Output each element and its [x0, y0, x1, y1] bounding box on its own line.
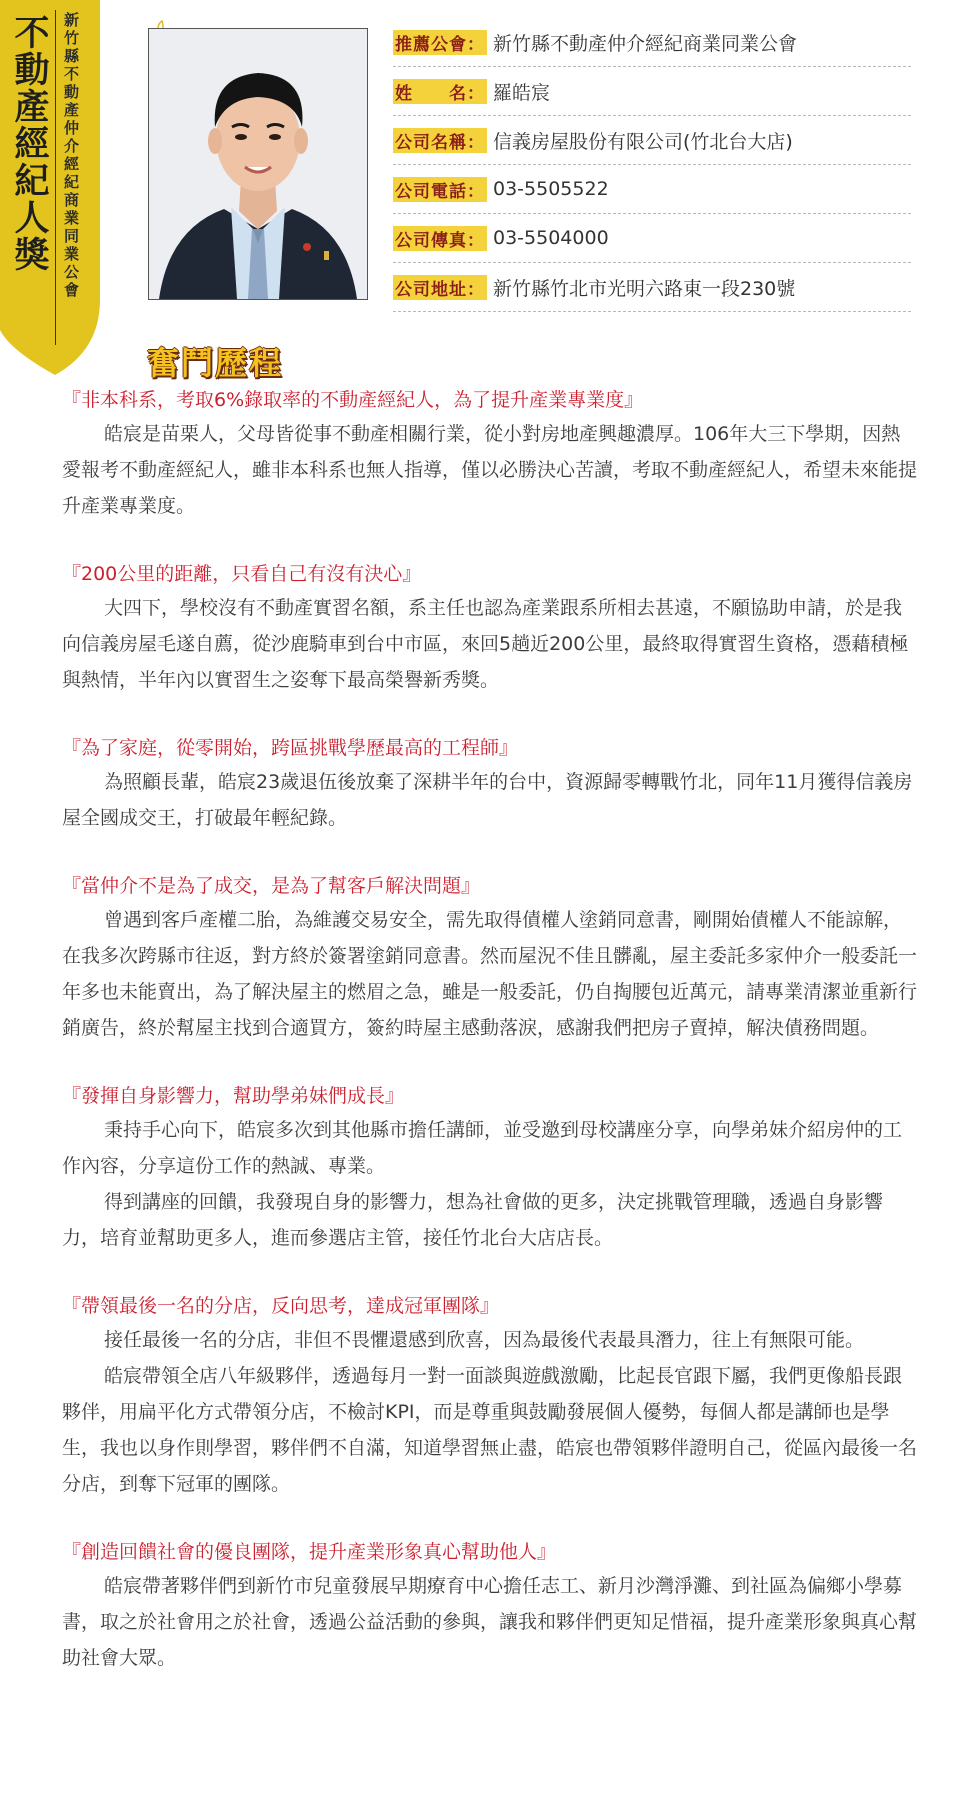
- info-row-phone: [393, 165, 911, 214]
- paragraph: 為照顧長輩，皓宸23歲退伍後放棄了深耕半年的台中，資源歸零轉戰竹北，同年11月獲得信義房屋全國成交王，打破最年輕紀錄。: [62, 771, 913, 829]
- section-title: 『為了家庭，從零開始，跨區挑戰學歷最高的工程師』: [62, 737, 519, 759]
- info-row-fax: [393, 214, 911, 263]
- story-section: [62, 1082, 918, 1256]
- info-label: 推薦公會：: [393, 30, 487, 55]
- profile-info-list: [393, 18, 911, 312]
- info-row-name: [393, 67, 911, 116]
- info-value: 新竹縣竹北市光明六路東一段230號: [493, 277, 796, 300]
- paragraph: 曾遇到客戶產權二胎，為維護交易安全，需先取得債權人塗銷同意書，剛開始債權人不能諒解，在我多次跨縣市往返，對方終於簽署塗銷同意書。然而屋況不佳且髒亂，屋主委託多家仲介一般委託一年多也未能賣出，為了解決屋主的燃眉之急，雖是一般委託，仍自掏腰包近萬元，請專業清潔並重新行銷廣告，終於幫屋主找到合適買方，簽約時屋主感動落淚，感謝我們把房子賣掉，解決債務問題。: [62, 909, 918, 1039]
- association-vertical: 新竹縣不動產仲介經紀商業同業公會: [62, 12, 80, 300]
- section-title: 『200公里的距離，只看自己有沒有決心』: [62, 563, 422, 585]
- info-value: 信義房屋股份有限公司(竹北台大店): [493, 130, 793, 153]
- section-title: 『創造回饋社會的優良團隊，提升產業形象真心幫助他人』: [62, 1541, 557, 1563]
- struggle-article: [62, 386, 918, 1712]
- award-ribbon: [0, 0, 100, 378]
- profile-photo: [148, 28, 368, 300]
- story-section: [62, 386, 918, 524]
- section-title: 『當仲介不是為了成交，是為了幫客戶解決問題』: [62, 875, 481, 897]
- paragraph: 秉持手心向下，皓宸多次到其他縣市擔任講師，並受邀到母校講座分享，向學弟妹介紹房仲的工作內容，分享這份工作的熱誠、專業。: [62, 1119, 903, 1177]
- story-section: [62, 1538, 918, 1676]
- info-label: 公司地址：: [393, 275, 487, 300]
- paragraph: 接任最後一名的分店，非但不畏懼還感到欣喜，因為最後代表最具潛力，往上有無限可能。: [104, 1329, 865, 1351]
- award-title: 不動產經紀人獎: [9, 14, 49, 273]
- info-label: 姓 名：: [393, 79, 487, 104]
- section-title: 『發揮自身影響力，幫助學弟妹們成長』: [62, 1085, 405, 1107]
- info-value: 03-5505522: [493, 178, 609, 200]
- ribbon-divider: [55, 10, 56, 345]
- paragraph: 大四下，學校沒有不動產實習名額，系主任也認為產業跟系所相去甚遠，不願協助申請，於是我向信義房屋毛遂自薦，從沙鹿騎車到台中市區，來回5趟近200公里，最終取得實習生資格，憑藉積極與熱情，半年內以實習生之姿奪下最高榮譽新秀獎。: [62, 597, 909, 691]
- section-heading: 奮鬥歷程: [147, 344, 284, 382]
- story-section: [62, 1292, 918, 1502]
- info-row-company: [393, 116, 911, 165]
- section-title: 『非本科系，考取6%錄取率的不動產經紀人，為了提升產業專業度』: [62, 389, 644, 411]
- info-value: 03-5504000: [493, 227, 609, 249]
- section-title: 『帶領最後一名的分店，反向思考，達成冠軍團隊』: [62, 1295, 500, 1317]
- info-label: 公司電話：: [393, 177, 487, 202]
- info-row-address: [393, 263, 911, 312]
- paragraph: 得到講座的回饋，我發現自身的影響力，想為社會做的更多，決定挑戰管理職，透過自身影響力，培育並幫助更多人，進而參選店主管，接任竹北台大店店長。: [62, 1191, 884, 1249]
- paragraph: 皓宸帶著夥伴們到新竹市兒童發展早期療育中心擔任志工、新月沙灣淨灘、到社區為偏鄉小學募書，取之於社會用之於社會，透過公益活動的參與，讓我和夥伴們更知足惜福，提升產業形象與真心幫助社會大眾。: [62, 1575, 918, 1669]
- story-section: [62, 734, 918, 836]
- info-label: 公司名稱：: [393, 128, 487, 153]
- paragraph: 皓宸是苗栗人，父母皆從事不動產相關行業，從小對房地產興趣濃厚。106年大三下學期，因熱愛報考不動產經紀人，雖非本科系也無人指導，僅以必勝決心苦讀，考取不動產經紀人，希望未來能提升產業專業度。: [62, 423, 918, 517]
- paragraph: 皓宸帶領全店八年級夥伴，透過每月一對一面談與遊戲激勵，比起長官跟下屬，我們更像船長跟夥伴，用扁平化方式帶領分店，不檢討KPI，而是尊重與鼓勵發展個人優勢，每個人都是講師也是學生，我也以身作則學習，夥伴們不自滿，知道學習無止盡，皓宸也帶領夥伴證明自己，從區內最後一名分店，到奪下冠軍的團隊。: [62, 1365, 918, 1495]
- info-label: 公司傳真：: [393, 226, 487, 251]
- info-value: 羅皓宸: [493, 81, 551, 104]
- info-row-association: [393, 18, 911, 67]
- info-value: 新竹縣不動產仲介經紀商業同業公會: [493, 32, 798, 55]
- portrait-illustration: [149, 29, 367, 299]
- story-section: [62, 872, 918, 1046]
- story-section: [62, 560, 918, 698]
